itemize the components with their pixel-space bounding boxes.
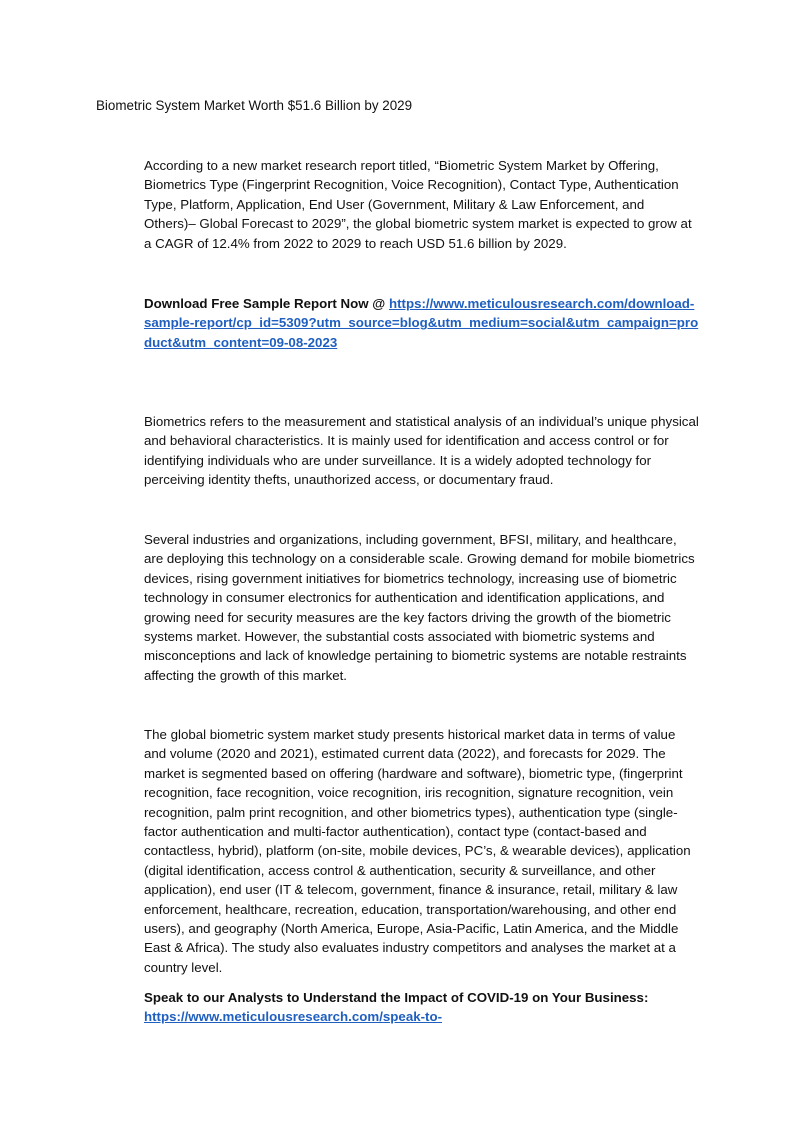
drivers-paragraph: Several industries and organizations, including government, BFSI, military, and healthcare, are deploying this technology on a considerable scale. Growing demand for mobile biometrics devices, rising government initiatives for biometrics technology, increasing use of biometric technology in consumer electronics for authentication and identification applications, and growing need for security measures are the key factors driving the growth of the biometric systems market. However, the substantial costs associated with biometric systems and misconceptions and lack of knowledge pertaining to biometric systems are notable restraints affecting the growth of this market. — [144, 532, 695, 683]
analyst-lead: Speak to our Analysts to Understand the Impact of COVID-19 on Your Business: — [144, 990, 649, 1005]
sample-report-paragraph — [144, 294, 699, 352]
sample-report-lead: Download Free Sample Report Now @ — [144, 296, 389, 311]
definition-paragraph: Biometrics refers to the measurement and statistical analysis of an individual’s unique physical and behavioral characteristics. It is mainly used for identification and access control or for identifying individuals who are under surveillance. It is a widely adopted technology for perceiving identity thefts, unauthorized access, or documentary fraud. — [144, 414, 699, 488]
intro-paragraph: According to a new market research report titled, “Biometric System Market by Offering, Biometrics Type (Fingerprint Recognition, Voice Recognition), Contact Type, Authentication Type, Platform, Application, End User (Government, Military & Law Enforcement, and Others)– Global Forecast to 2029”, the global biometric system market is expected to grow at a CAGR of 12.4% from 2022 to 2029 to reach USD 51.6 billion by 2029. — [144, 158, 692, 251]
analyst-link[interactable]: https://www.meticulousresearch.com/speak-to- — [144, 1009, 443, 1025]
document-title: Biometric System Market Worth $51.6 Billion by 2029 — [96, 98, 413, 113]
sample-report-link[interactable]: https://www.meticulousresearch.com/download-sample-report/cp_id=5309?utm_source=blog&utm_medium=social&utm_campaign=product&utm_content=09-08-2023 — [144, 296, 699, 350]
study-paragraph: The global biometric system market study presents historical market data in terms of value and volume (2020 and 2021), estimated current data (2022), and forecasts for 2029. The market is segmented based on offering (hardware and software), biometric type, (fingerprint recognition, face recognition, voice recognition, iris recognition, signature recognition, vein recognition, palm print recognition, and other biometrics types), authentication type (single-factor authentication and multi-factor authentication), contact type (contact-based and contactless, hybrid), platform (on-site, mobile devices, PC’s, & wearable devices), application (digital identification, access control & authentication, security & surveillance, and other application), end user (IT & telecom, government, finance & insurance, retail, military & law enforcement, healthcare, recreation, education, transportation/warehousing, and other end users), and geography (North America, Europe, Asia-Pacific, Latin America, and the Middle East & Africa). The study also evaluates industry competitors and analyses the market at a country level. — [144, 727, 691, 975]
analyst-paragraph — [144, 988, 699, 1027]
